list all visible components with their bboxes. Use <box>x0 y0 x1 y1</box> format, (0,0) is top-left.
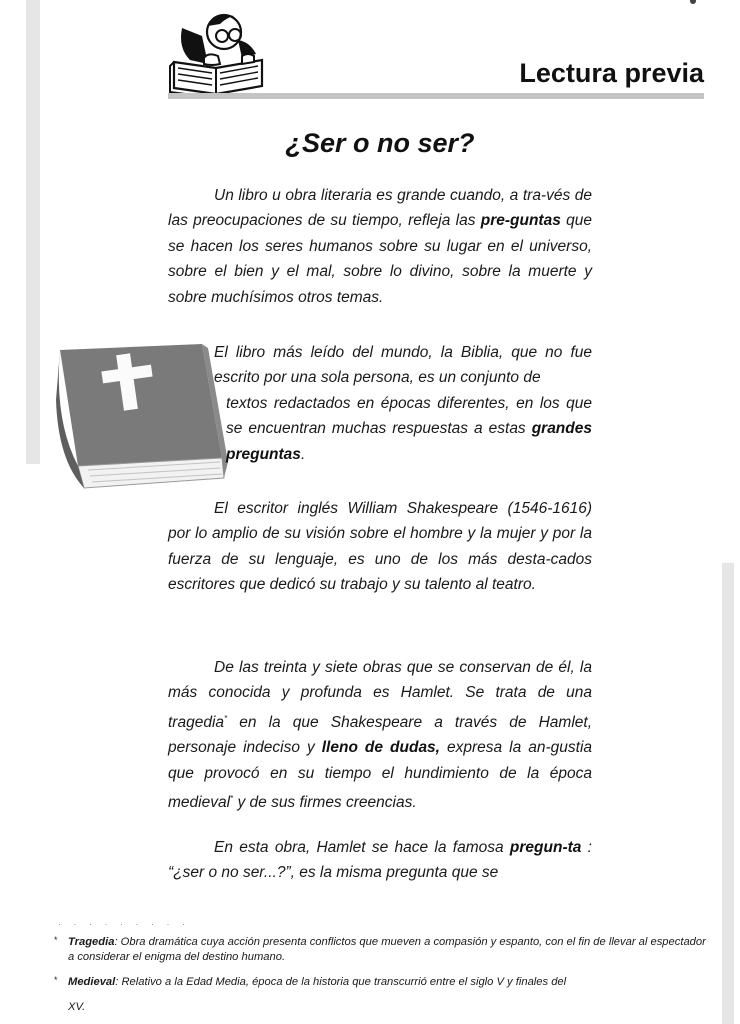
paragraph-1: Un libro u obra literaria es grande cuando, a tra-vés de las preocupaciones de su tiempo, refleja las pre-guntas que se hacen los seres humanos sobre su lugar en el universo, sobre el bien y el mal, sobre lo divino, sobre la muerte y sobre muchísimos otros temas. <box>168 187 592 306</box>
page-edge-mark <box>690 0 696 4</box>
section-title: Lectura previa <box>519 58 704 88</box>
left-margin-bar <box>26 0 40 464</box>
paragraph-3: El escritor inglés William Shakespeare (1546-1616) por lo amplio de su visión sobre el hombre y la mujer y por la fuerza de su lenguaje, es uno de los más desta-cados escritores que dedicó su trabajo y su talento al teatro. <box>168 500 592 594</box>
paragraph-2-top: El libro más leído del mundo, la Biblia, que no fue escrito por una sola persona, es un conjunto de <box>214 344 592 387</box>
footnote-tragedia: * Tragedia: Obra dramática cuya acción presenta conflictos que mueven a compasión y espanto, con el fin de llevar al espectador a considerar el enigma del destino humano. <box>54 935 706 963</box>
paragraph-2-bottom: textos redactados en épocas diferentes, en los que se encuentran muchas respuestas a estas grandes preguntas. <box>226 395 592 463</box>
paragraph-5: En esta obra, Hamlet se hace la famosa pregun-ta : “¿ser o no ser...?”, es la misma pregunta que se <box>168 839 592 882</box>
right-margin-bar <box>722 563 734 1024</box>
paragraph-4: De las treinta y siete obras que se conservan de él, la más conocida y profunda es Hamlet. Se trata de una tragedia* en la que Shakespeare a través de Hamlet, personaje indeciso y lleno de dudas, expresa la an-gustia que provocó en su tiempo el hundimiento de la época medieval* y de sus firmes creencias. <box>168 659 593 812</box>
page-title: ¿Ser o no ser? <box>285 128 475 158</box>
footnote-divider: · · · · · · · · · <box>58 919 190 929</box>
bible-book-icon <box>52 340 230 500</box>
reading-person-icon <box>168 8 268 96</box>
footnote-medieval: * Medieval: Relativo a la Edad Media, época de la historia que transcurrió entre el siglo V y finales del XV. <box>54 975 567 1013</box>
header-rule <box>168 93 704 99</box>
